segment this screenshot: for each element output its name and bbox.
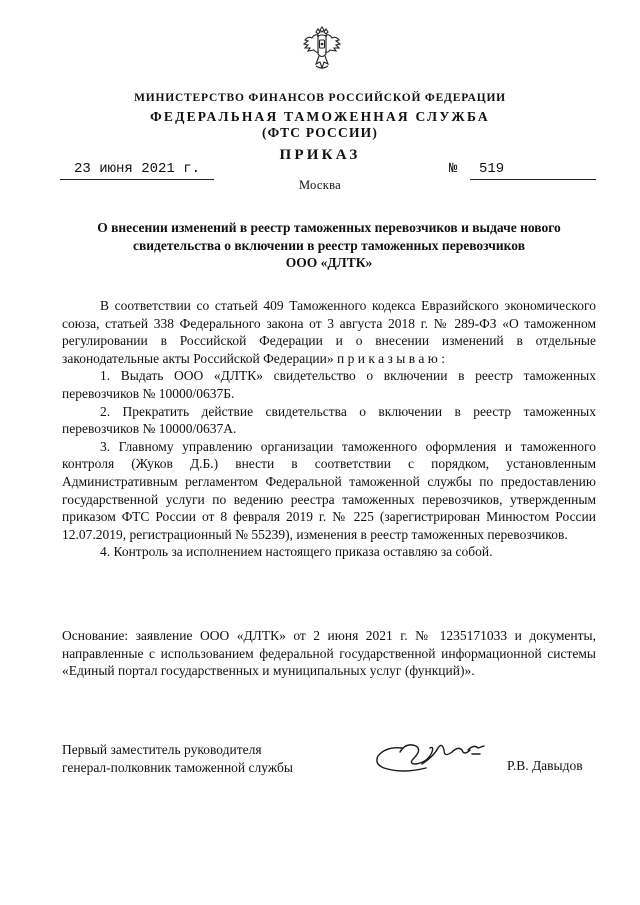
order-body [62, 297, 596, 561]
basis-paragraph: Основание: заявление ООО «ДЛТК» от 2 июня 2021 г. № 1235171033 и документы, направленные с использованием федеральной государственной информационной системы «Единый портал государственных и муниципальных услуг (функций)». [62, 628, 596, 679]
handwritten-signature [372, 730, 500, 782]
service-abbreviation: (ФТС РОССИИ) [261, 125, 379, 140]
intro-text: В соответствии со статьей 409 Таможенного кодекса Евразийского экономического союза, статьей 338 Федерального закона от 3 августа 2018 г. № 289-ФЗ «О таможенном регулировании в Российской Федерации и о внесении изменений в отдельные законодательные акты Российской Федерации» [62, 298, 596, 366]
order-item: 3. Главному управлению организации таможенного оформления и таможенного контроля (Жуков Д.Б.) внести в соответствии с порядком, установленным Административным регламентом Федеральной таможенной службы по предоставлению государственной услуги по ведению реестра таможенных перевозчиков, утвержденным приказом ФТС России от 8 февраля 2019 г. № 225 (зарегистрирован Минюстом России 12.07.2019, регистрационный № 55239), изменения в реестр таможенных перевозчиков. [62, 438, 596, 542]
document-title [62, 219, 596, 272]
order-item: 1. Выдать ООО «ДЛТК» свидетельство о включении в реестр таможенных перевозчиков № 10000/0637Б. [62, 368, 596, 401]
title-line: ООО «ДЛТК» [285, 255, 373, 270]
document-number: 519 [479, 161, 505, 177]
position-line: Первый заместитель руководителя [62, 742, 262, 757]
ministry-name: МИНИСТЕРСТВО ФИНАНСОВ РОССИЙСКОЙ ФЕДЕРАЦИИ [134, 92, 506, 104]
order-item: 4. Контроль за исполнением настоящего приказа оставляю за собой. [100, 544, 493, 560]
number-sign: № [449, 161, 458, 177]
document-date: 23 июня 2021 г. [74, 161, 201, 177]
position-line: генерал-полковник таможенной службы [62, 759, 293, 775]
order-item: 2. Прекратить действие свидетельства о включении в реестр таможенных перевозчиков № 10000/0637А. [62, 403, 596, 437]
signatory-position [62, 741, 293, 776]
service-name: ФЕДЕРАЛЬНАЯ ТАМОЖЕННАЯ СЛУЖБА [150, 109, 490, 124]
intro-paragraph [62, 297, 596, 367]
title-line: свидетельства о включении в реестр таможенных перевозчиков [132, 237, 525, 253]
russian-coat-of-arms-icon [302, 26, 342, 72]
signatory-name: Р.В. Давыдов [507, 758, 583, 773]
city: Москва [298, 178, 342, 192]
document-type: ПРИКАЗ [279, 147, 361, 163]
title-line: О внесении изменений в реестр таможенных перевозчиков и выдаче нового [97, 220, 561, 235]
order-word: приказываю: [337, 350, 449, 366]
